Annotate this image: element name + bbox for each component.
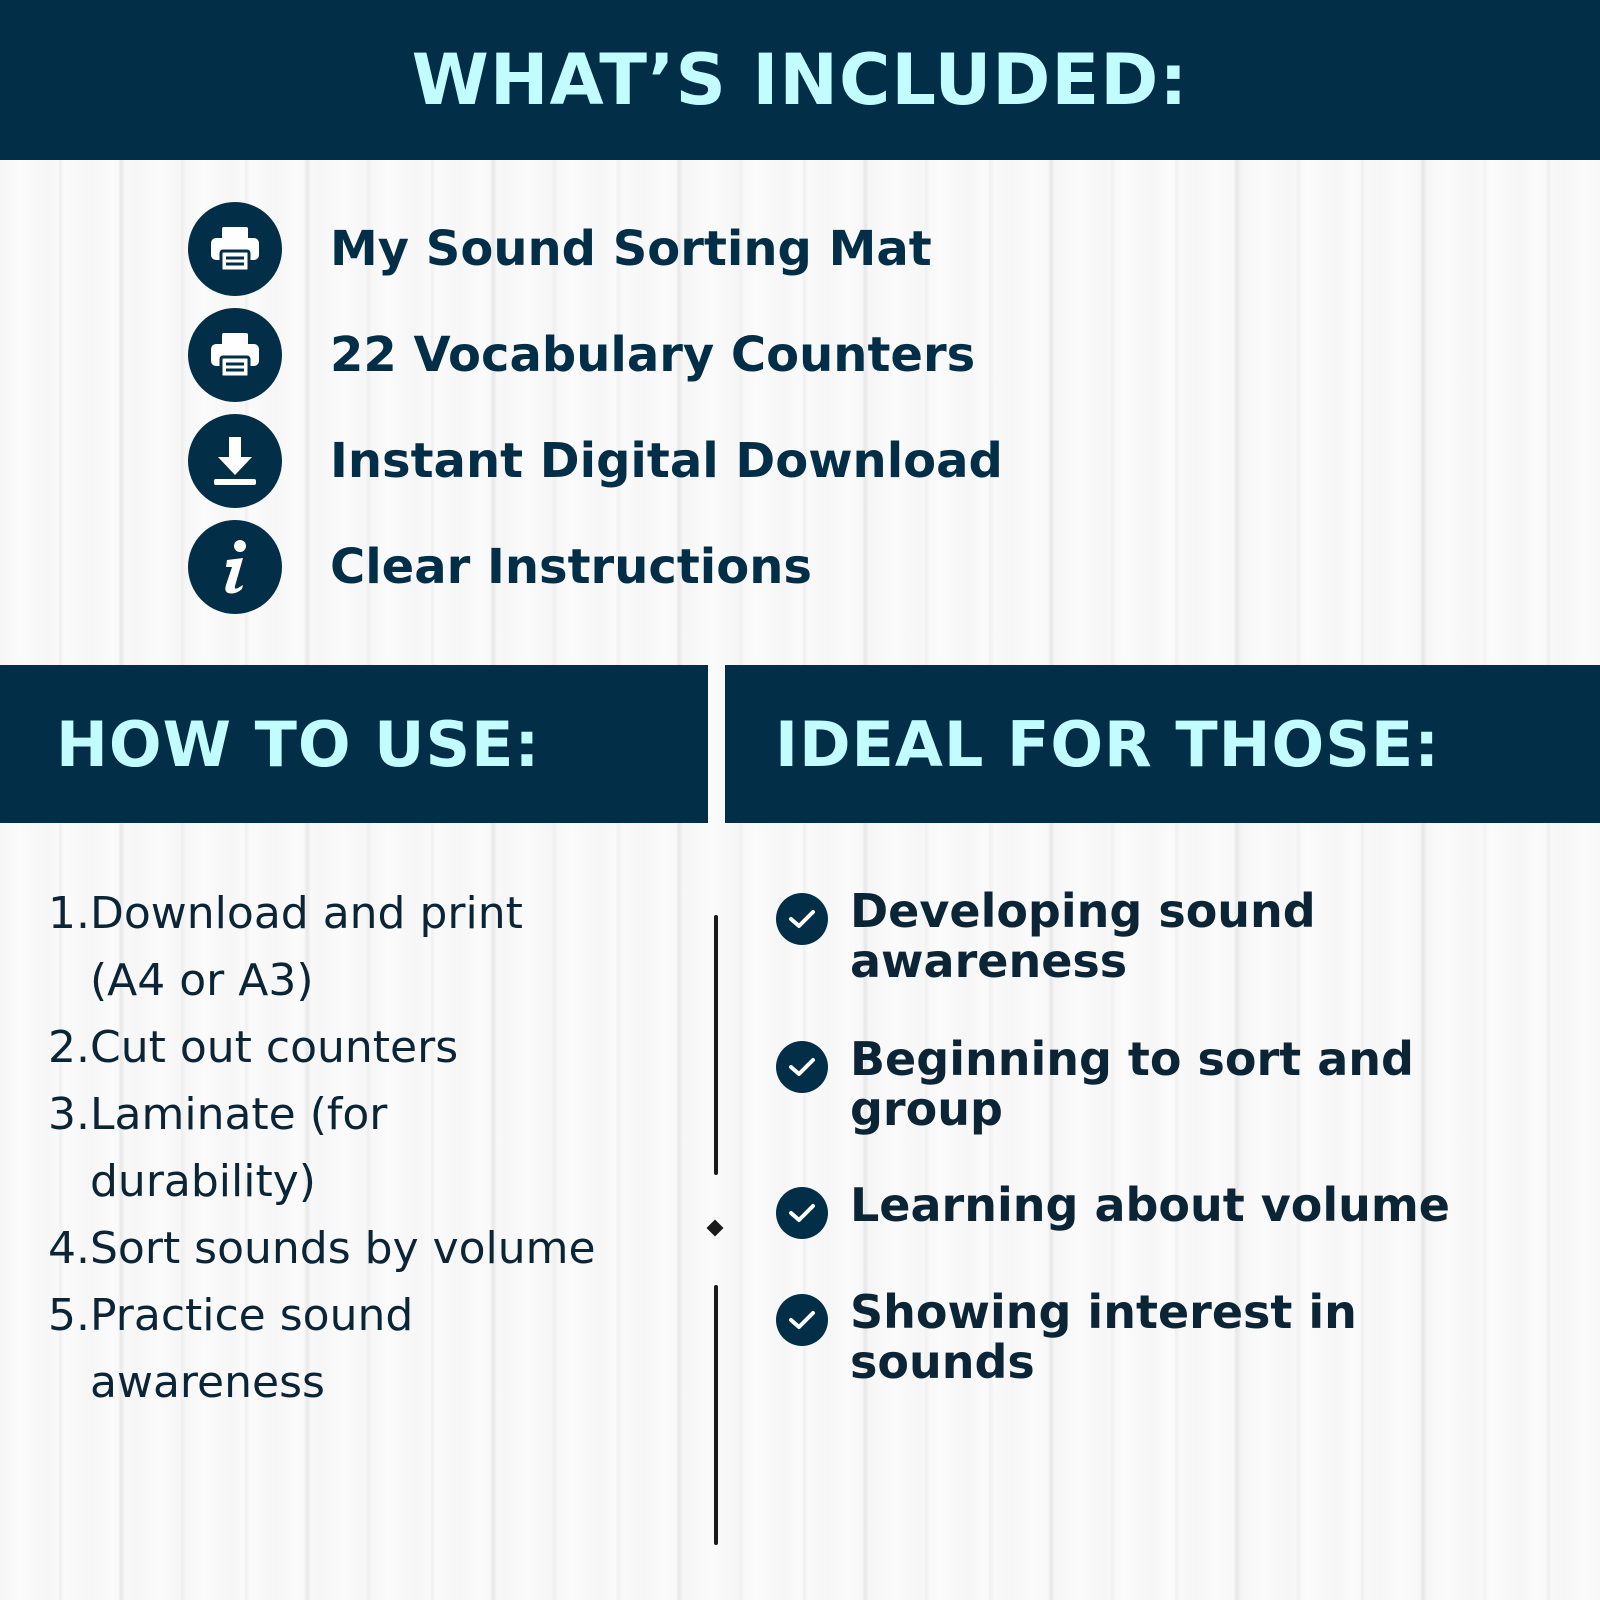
step-text: Download and print (A4 or A3)	[90, 888, 523, 1006]
step-text: Practice sound awareness	[90, 1290, 414, 1408]
divider-line-bottom	[714, 1285, 718, 1545]
divider-diamond	[707, 1220, 724, 1237]
ideal-item	[776, 1287, 1576, 1387]
included-item	[188, 514, 1003, 620]
step-item	[40, 1282, 680, 1416]
step-item	[40, 880, 680, 1014]
printer-icon	[188, 308, 282, 402]
step-item	[40, 1081, 680, 1215]
included-item-label: 22 Vocabulary Counters	[330, 327, 976, 383]
step-text: Cut out counters	[90, 1022, 459, 1073]
included-item-label: My Sound Sorting Mat	[330, 221, 932, 277]
step-item	[40, 1014, 680, 1081]
check-icon	[776, 893, 828, 945]
step-text: Laminate (for durability)	[90, 1089, 388, 1207]
info-icon	[188, 520, 282, 614]
how-to-use-banner	[0, 665, 708, 823]
whats-included-banner	[0, 0, 1600, 160]
step-number: 4.	[48, 1223, 90, 1274]
check-icon	[776, 1187, 828, 1239]
ideal-item-label: Learning about volume	[850, 1178, 1450, 1232]
ideal-item-label: Beginning to sort and group	[850, 1032, 1414, 1136]
check-icon	[776, 1041, 828, 1093]
divider-line-top	[714, 915, 718, 1175]
step-text: Sort sounds by volume	[90, 1223, 596, 1274]
check-icon	[776, 1294, 828, 1346]
step-item	[40, 1215, 680, 1282]
included-list	[188, 196, 1003, 620]
ideal-item	[776, 1034, 1576, 1134]
ideal-for-list	[776, 886, 1576, 1435]
step-number: 3.	[48, 1089, 90, 1140]
whats-included-title: WHAT’S INCLUDED:	[411, 39, 1189, 121]
ideal-for-banner	[725, 665, 1600, 823]
step-number: 5.	[48, 1290, 90, 1341]
download-icon	[188, 414, 282, 508]
ideal-for-title: IDEAL FOR THOSE:	[775, 707, 1441, 781]
ideal-item	[776, 1180, 1576, 1239]
included-item-label: Instant Digital Download	[330, 433, 1003, 489]
how-to-use-title: HOW TO USE:	[56, 707, 541, 781]
included-item	[188, 302, 1003, 408]
step-number: 2.	[48, 1022, 90, 1073]
included-item	[188, 408, 1003, 514]
ideal-item-label: Showing interest in sounds	[850, 1285, 1357, 1389]
printer-icon	[188, 202, 282, 296]
included-item-label: Clear Instructions	[330, 539, 812, 595]
ideal-item	[776, 886, 1576, 986]
ideal-item-label: Developing sound awareness	[850, 884, 1316, 988]
included-item	[188, 196, 1003, 302]
step-number: 1.	[48, 888, 90, 939]
how-to-use-steps	[40, 880, 680, 1416]
